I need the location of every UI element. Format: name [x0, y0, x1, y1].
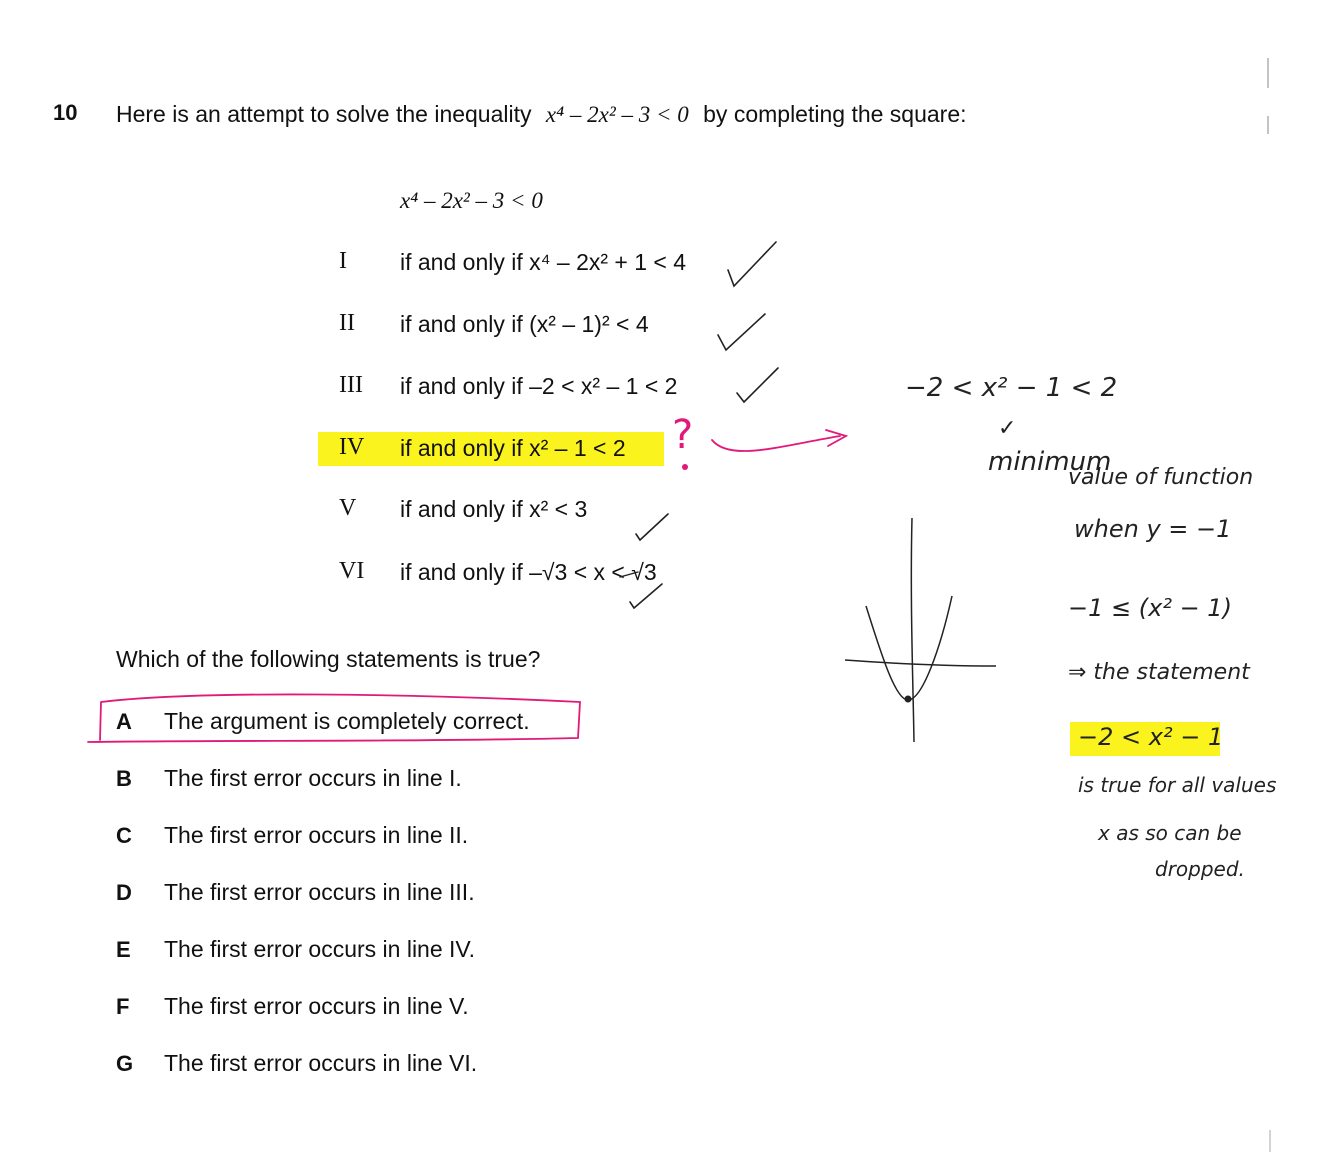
- step-start: x⁴ – 2x² – 3 < 0: [400, 188, 543, 213]
- handwritten-inequality: −2 < x² − 1 < 2: [905, 373, 1118, 403]
- choice-letter-c: C: [116, 823, 132, 848]
- tick-line-i: [728, 242, 776, 286]
- handwritten-value-of-function: value of function: [1068, 465, 1254, 490]
- graph-x-axis: [845, 660, 996, 666]
- handwritten-true-for-all: is true for all values: [1078, 773, 1277, 797]
- tick-line-vi: [630, 584, 662, 608]
- step-line-v: if and only if x² < 3: [400, 496, 588, 522]
- choice-b[interactable]: The first error occurs in line I.: [164, 765, 462, 791]
- handwritten-bound: −1 ≤ (x² − 1): [1068, 594, 1232, 622]
- choice-d[interactable]: The first error occurs in line III.: [164, 879, 475, 905]
- pink-arrowhead: [826, 430, 846, 446]
- pink-arrow: [712, 436, 840, 451]
- step-numeral-i: I: [339, 248, 347, 274]
- question-suffix: by completing the square:: [703, 101, 967, 127]
- graph-y-axis: [911, 518, 914, 742]
- question-prompt: Which of the following statements is true?: [116, 646, 541, 672]
- step-line-iv: if and only if x² – 1 < 2: [400, 435, 626, 461]
- handwritten-when-y: when y = −1: [1074, 515, 1232, 543]
- step-numeral-vi: VI: [339, 558, 365, 584]
- graph-minimum-point: [905, 696, 912, 703]
- tick-line-iii: [737, 368, 778, 402]
- choice-letter-e: E: [116, 937, 131, 962]
- question-mark-dot: [682, 464, 688, 470]
- step-numeral-ii: II: [339, 310, 355, 336]
- question-text: [116, 101, 967, 128]
- step-numeral-iii: III: [339, 372, 363, 398]
- choice-c[interactable]: The first error occurs in line II.: [164, 822, 469, 848]
- step-line-vi: if and only if –√3 < x < √3: [400, 559, 657, 585]
- choice-letter-g: G: [116, 1051, 134, 1076]
- tick-line-ii: [718, 314, 765, 350]
- choice-letter-f: F: [116, 994, 130, 1019]
- handwritten-highlighted: −2 < x² − 1: [1078, 723, 1224, 751]
- handwritten-dropped: dropped.: [1155, 857, 1245, 881]
- tick-line-v: [636, 514, 668, 540]
- question-intro: Here is an attempt to solve the inequality: [116, 101, 532, 127]
- handwritten-minimum: minimum: [988, 447, 1112, 477]
- step-numeral-iv: IV: [339, 434, 365, 460]
- question-mark-annotation: ?: [672, 412, 694, 458]
- handwritten-tick: ✓: [998, 416, 1017, 441]
- choice-letter-a: A: [116, 709, 132, 734]
- choice-letter-d: D: [116, 880, 132, 905]
- step-numeral-v: V: [339, 495, 357, 521]
- step-line-iii: if and only if –2 < x² – 1 < 2: [400, 373, 678, 399]
- choice-a[interactable]: The argument is completely correct.: [164, 708, 530, 734]
- step-line-ii: if and only if (x² – 1)² < 4: [400, 311, 649, 337]
- handwritten-statement: ⇒ the statement: [1068, 660, 1250, 685]
- choice-e[interactable]: The first error occurs in line IV.: [164, 936, 476, 962]
- choice-letter-b: B: [116, 766, 132, 791]
- question-number: 10: [53, 100, 78, 125]
- choice-f[interactable]: The first error occurs in line V.: [164, 993, 469, 1019]
- graph-parabola: [866, 596, 952, 700]
- step-line-i: if and only if x⁴ – 2x² + 1 < 4: [400, 249, 687, 275]
- choice-g[interactable]: The first error occurs in line VI.: [164, 1050, 478, 1076]
- handwritten-x-so: x as so can be: [1098, 821, 1242, 845]
- question-inequality: x⁴ – 2x² – 3 < 0: [545, 102, 689, 127]
